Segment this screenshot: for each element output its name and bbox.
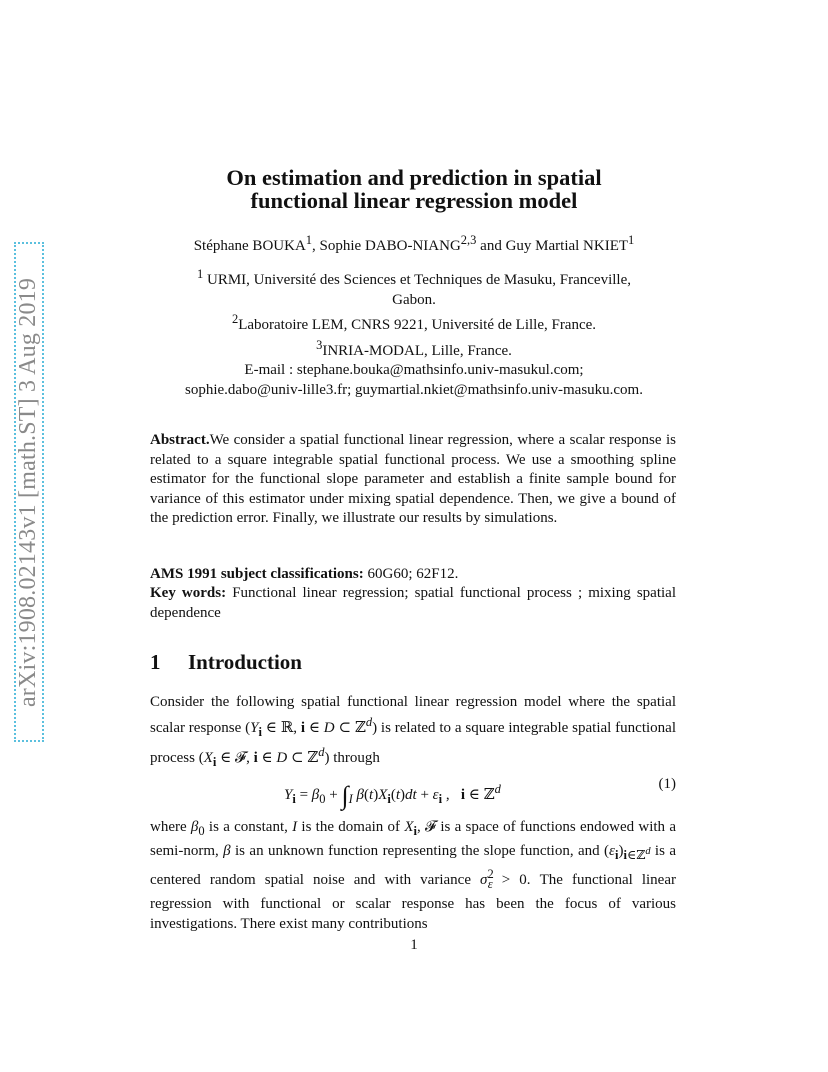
affiliations (120, 265, 708, 361)
intro-text-2: is related to a square integrable spatial functional process ( (150, 720, 676, 766)
paper-title (100, 166, 728, 212)
para-text-1: where (150, 819, 191, 835)
author-list (100, 231, 728, 255)
abstract-label: Abstract. (150, 432, 210, 448)
title-line-2: functional linear regression model (250, 188, 578, 213)
email-line-2: sophie.dabo@univ-lille3.fr; guymartial.nkiet@mathsinfo.univ-masuku.com. (185, 382, 643, 398)
equation-1 (150, 770, 676, 810)
keywords (150, 584, 676, 623)
affiliation-3-text: INRIA-MODAL, Lille, France. (322, 342, 512, 359)
equation-body: $Y_i = \beta_0 + \int_I$ $\beta(t)X_i(t)dt + \varepsilon_i$ , i ∈ ℤ$^d$ (284, 781, 501, 810)
ams-value: 60G60; 62F12. (363, 566, 459, 582)
abstract-text: We consider a spatial functional linear regression, where a scalar response is related to a square integrable spatial functional process. We use a smoothing spline estimator for the functional slope parameter and establish a finite sample bound for variance of this estimator under mixing spatial dependence. Then, we give a bound of the prediction error. Finally, we illustrate our results by simulations. (150, 432, 676, 527)
math-beta: β (223, 842, 231, 859)
math-process-set: $X_i$ ∈ 𝓕, i ∈ D ⊂ ℤ$^d$) (203, 745, 330, 769)
math-beta0: $\beta_0$ (190, 819, 205, 838)
intro-paragraph (150, 692, 676, 772)
para-text-6: is a centered random spatial noise and with variance (150, 842, 676, 889)
email-line-1: E-mail : stephane.bouka@mathsinfo.univ-masukul.com; (244, 362, 584, 378)
affiliation-1-mark: 1 (197, 267, 204, 281)
affiliation-1 (120, 265, 708, 291)
section-number: 1 (150, 650, 161, 674)
section-title: Introduction (188, 650, 302, 674)
author-3: Guy Martial NKIET (505, 238, 629, 254)
author-2-affiliation-mark: 2,3 (460, 233, 477, 247)
keywords-label: Key words: (150, 585, 227, 601)
author-2: Sophie DABO-NIANG (319, 238, 461, 254)
body-paragraph (150, 818, 676, 934)
keywords-value: Functional linear regression; spatial functional process ; mixing spatial dependence (150, 585, 676, 621)
para-text-5: is an unknown function representing the slope function, and (230, 842, 605, 859)
affiliation-2-text: Laboratoire LEM, CNRS 9221, Université de Lille, France. (238, 317, 597, 333)
para-text-7: . The functional linear regression with functional or scalar response has been the focus of various investigations. There exist many contributions (150, 872, 676, 932)
affiliation-1-line-1: URMI, Université des Sciences et Techniques de Masuku, Franceville, (203, 272, 631, 288)
equation-number: (1) (658, 776, 676, 792)
page-number: 1 (410, 937, 418, 953)
affiliation-2-mark: 2 (231, 312, 239, 326)
para-text-2: is a constant, (204, 819, 293, 835)
title-line-1: On estimation and prediction in spatial (226, 165, 602, 190)
para-text-4: is a space of functions endowed with a semi-norm, (150, 819, 676, 859)
para-text-3: is the domain of (297, 819, 405, 835)
arxiv-identifier-text: arXiv:1908.02143v1 [math.ST] 3 Aug 2019 (15, 277, 42, 707)
contact-emails (100, 360, 728, 400)
affiliation-3-mark: 3 (316, 337, 323, 352)
author-separator: , (312, 238, 320, 254)
math-noise: $(\varepsilon_i)_{i\in ℤ^d}$ (604, 842, 651, 862)
affiliation-3 (120, 336, 708, 362)
math-domain: I (292, 819, 298, 835)
author-separator: and (476, 238, 506, 254)
abstract (150, 431, 676, 529)
ams-label: AMS 1991 subject classifications: (150, 566, 364, 582)
author-1: Stéphane BOUKA (193, 238, 306, 254)
ams-classifications (150, 565, 676, 585)
integral-sign: ∫ (341, 781, 349, 810)
affiliation-2 (120, 310, 708, 336)
math-variance: $\sigma^2_\varepsilon > 0$ (480, 867, 527, 892)
author-3-affiliation-mark: 1 (628, 233, 635, 247)
affiliation-1-line-2: Gabon. (392, 291, 436, 308)
author-1-affiliation-mark: 1 (305, 233, 313, 247)
section-heading (150, 650, 302, 675)
math-xi: $X_i$, 𝓕 (404, 819, 437, 838)
intro-text-3: through (329, 750, 380, 766)
intro-text-1: Consider the following spatial functional linear regression model where the spatial scalar response ( (150, 694, 676, 736)
arxiv-identifier-stamp (14, 242, 44, 742)
math-response-set: $Y_i$ ∈ ℝ, i ∈ D ⊂ ℤ$^d$) (250, 715, 378, 739)
